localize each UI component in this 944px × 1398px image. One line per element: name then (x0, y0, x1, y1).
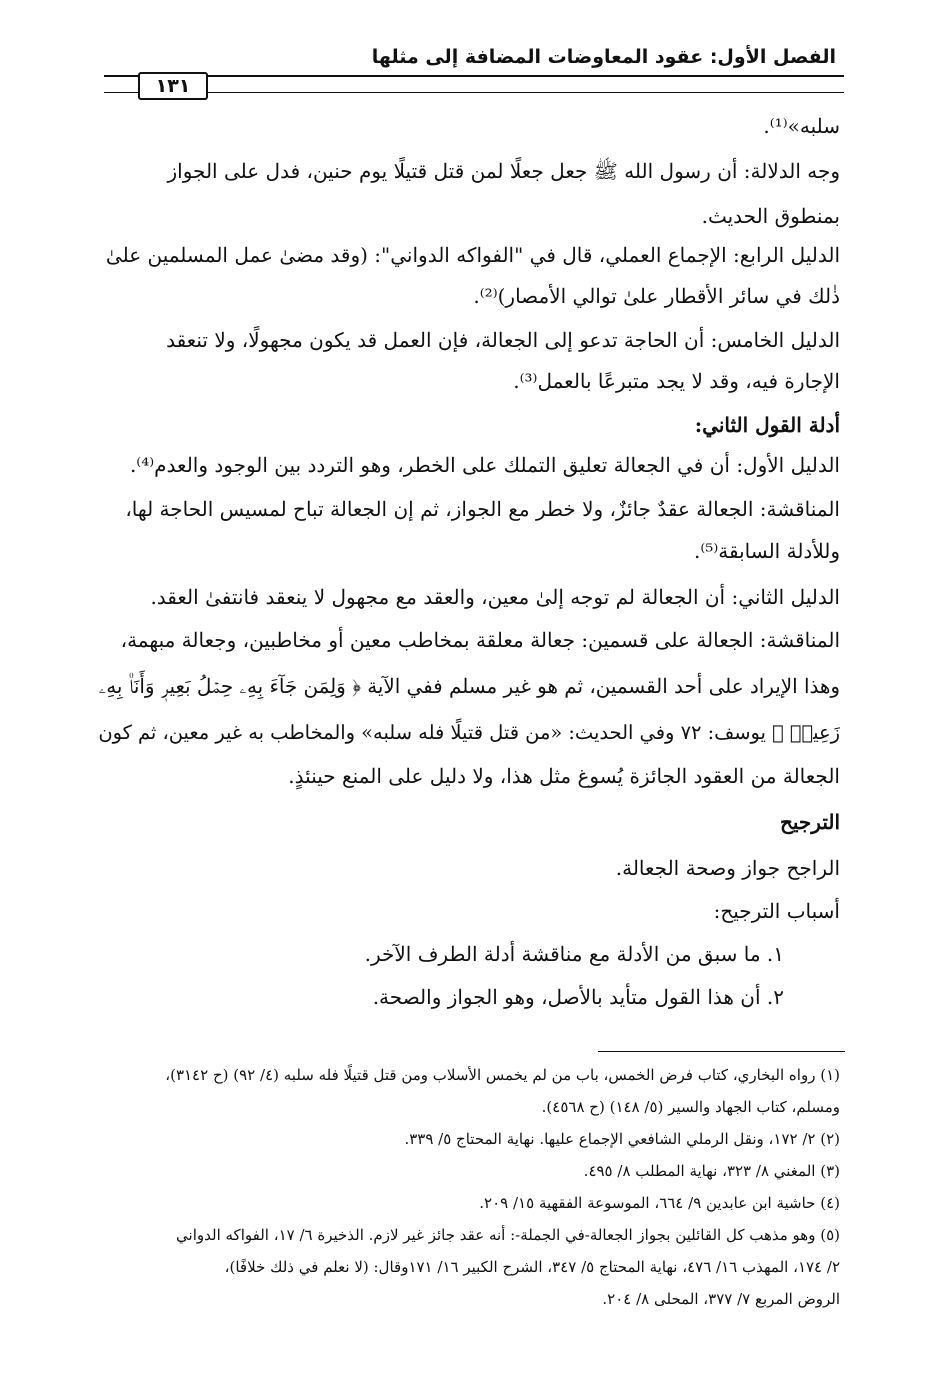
body-line: زَعِيمٞ ﴾ يوسف: ٧٢ وفي الحديث: «من قتل قتيلًا فله سلبه» والمخاطب به غير معين، ثم كون (98, 721, 840, 744)
body-line: وللأدلة السابقة⁽⁵⁾. (694, 539, 840, 563)
footnote-line: (٢) ٢/ ١٧٢، ونقل الرملي الشافعي الإجماع عليها. نهاية المحتاج ٥/ ٣٣٩. (404, 1130, 840, 1148)
body-line: المناقشة: الجعالة على قسمين: جعالة معلقة بمخاطب معين أو مخاطبين، وجعالة مبهمة، (120, 628, 840, 652)
body-line: سلبه»⁽¹⁾. (763, 114, 840, 138)
page-number: ١٣١ (138, 72, 208, 100)
running-header-title: الفصل الأول: عقود المعاوضات المضافة إلى مثلها (371, 46, 836, 68)
body-line: الدليل الثاني: أن الجعالة لم توجه إلىٰ معين، والعقد مع مجهول لا ينعقد فانتفىٰ العقد. (150, 585, 840, 609)
body-line: الدليل الخامس: أن الحاجة تدعو إلى الجعالة، فإن العمل قد يكون مجهولًا، ولا تنعقد (166, 328, 840, 352)
footnote-line: (٣) المغني ٨/ ٣٢٣، نهاية المطلب ٨/ ٤٩٥. (583, 1162, 840, 1180)
body-line: بمنطوق الحديث. (701, 204, 840, 228)
body-line: وجه الدلالة: أن رسول الله ﷺ جعل جعلًا لمن قتل قتيلًا يوم حنين، فدل على الجواز (167, 159, 840, 183)
body-line: المناقشة: الجعالة عقدٌ جائزٌ، ولا خطر مع الجواز، ثم إن الجعالة تباح لمسيس الحاجة لها، (125, 497, 840, 521)
header-rule-bottom-right (206, 92, 844, 93)
body-line: الجعالة من العقود الجائزة يُسوغ مثل هذا، ولا دليل على المنع حينئذٍ. (288, 764, 840, 788)
list-item: ٢. أن هذا القول متأيد بالأصل، وهو الجواز والصحة. (372, 985, 784, 1009)
footnote-line: ٢/ ١٧٤، المهذب ١٦/ ٤٧٦، نهاية المحتاج ٥/ ٣٤٧، الشرح الكبير ١٦/ ١٧١وقال: (لا نعلم في ذلك خلافًا)، (224, 1258, 840, 1276)
section-heading: الترجيح (779, 810, 840, 834)
footnote-line: (١) رواه البخاري، كتاب فرض الخمس، باب من لم يخمس الأسلاب ومن قتل قتيلًا فله سلبه (٤/ ٩٢) (ح ٣١٤٢)، (165, 1066, 840, 1084)
footnote-line: (٥) وهو مذهب كل القائلين بجواز الجعالة-في الجملة-: أنه عقد جائز غير لازم. الذخيرة ٦/ ١٧، الفواكه الدواني (176, 1226, 840, 1244)
footnote-line: (٤) حاشية ابن عابدين ٩/ ٦٦٤، الموسوعة الفقهية ١٥/ ٢٠٩. (479, 1194, 840, 1212)
section-heading: أدلة القول الثاني: (694, 413, 840, 437)
body-line: الراجح جواز وصحة الجعالة. (615, 856, 840, 880)
header-rule-top (104, 75, 844, 77)
footnote-separator (598, 1051, 845, 1052)
body-line: الإجارة فيه، وقد لا يجد متبرعًا بالعمل⁽³⁾. (513, 369, 840, 393)
footnote-line: ومسلم، كتاب الجهاد والسير (٥/ ١٤٨) (ح ٤٥٦٨). (541, 1098, 840, 1116)
header-rule-bottom-left (104, 92, 140, 93)
body-line: وهذا الإيراد على أحد القسمين، ثم هو غير مسلم ففي الآية ﴿ وَلِمَن جَآءَ بِهِۦ حِمۡلُ بَعِيرٖ وَأَنَا۠ بِهِۦ (98, 675, 840, 698)
body-line: أسباب الترجيح: (713, 899, 840, 923)
body-line: ذٰلك في سائر الأقطار علىٰ توالي الأمصار)⁽²⁾. (473, 284, 840, 308)
footnote-line: الروض المربع ٧/ ٣٧٧، المحلى ٨/ ٢٠٤. (602, 1290, 840, 1308)
list-item: ١. ما سبق من الأدلة مع مناقشة أدلة الطرف الآخر. (364, 942, 784, 966)
body-line: الدليل الأول: أن في الجعالة تعليق التملك على الخطر، وهو التردد بين الوجود والعدم⁽⁴⁾. (129, 453, 840, 477)
body-line: الدليل الرابع: الإجماع العملي، قال في "الفواكه الدواني": (وقد مضىٰ عمل المسلمين علىٰ (105, 243, 840, 267)
